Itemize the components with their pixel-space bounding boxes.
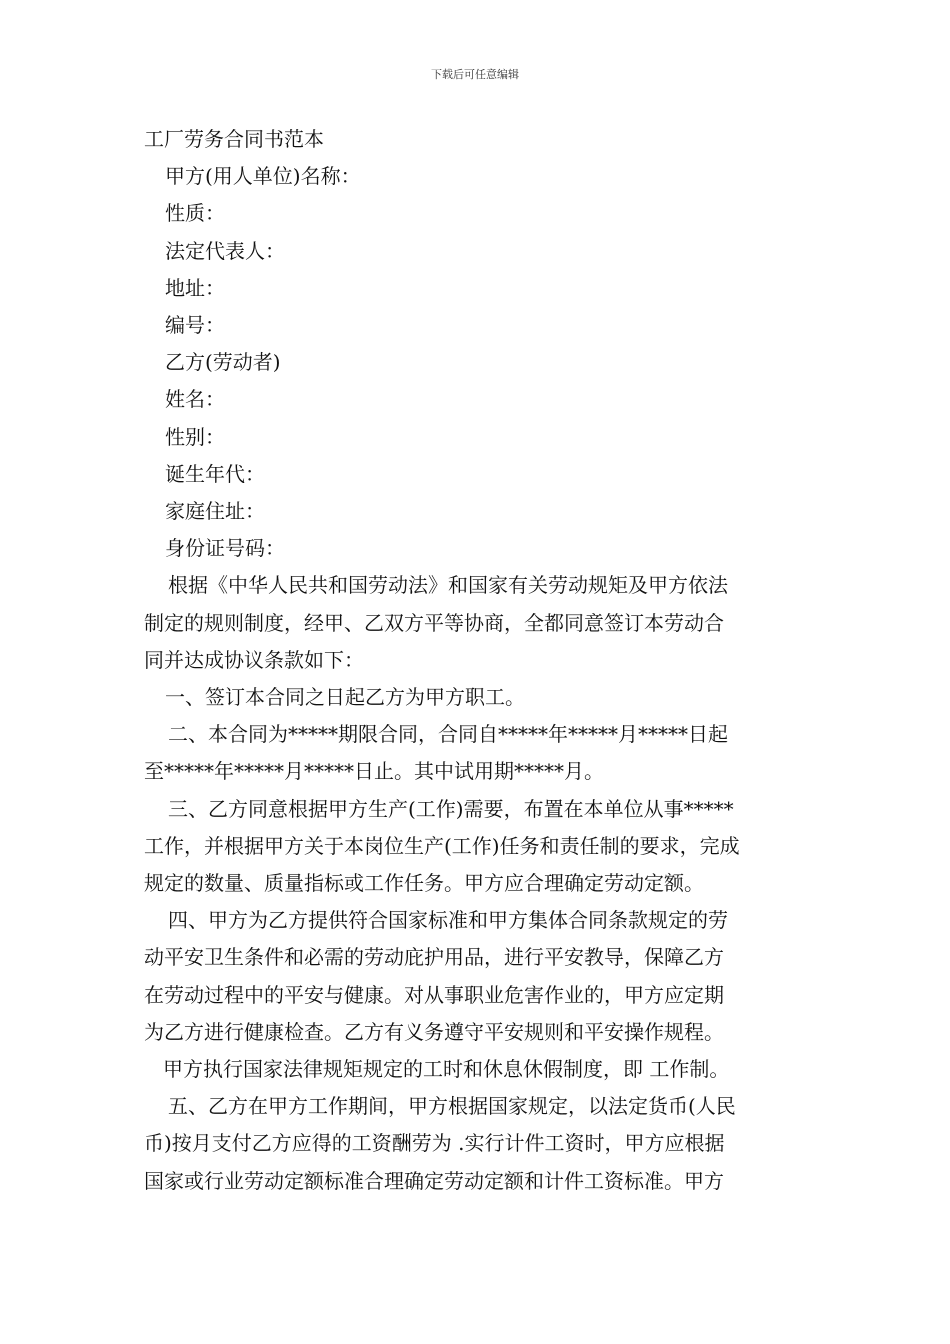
field-nature: 性质： — [165, 201, 225, 226]
paragraph-line: 二、本合同为*****期限合同，合同自*****年*****月*****日起 — [168, 722, 728, 747]
field-gender: 性别： — [165, 424, 225, 449]
field-id-number: 身份证号码： — [165, 536, 285, 561]
paragraph-line: 三、乙方同意根据甲方生产(工作)需要，布置在本单位从事***** — [168, 796, 734, 821]
field-legal-rep: 法定代表人： — [165, 238, 285, 263]
document-title: 工厂劳务合同书范本 — [144, 127, 324, 151]
paragraph-line: 为乙方进行健康检查。乙方有义务遵守平安规则和平安操作规程。 — [144, 1019, 724, 1044]
field-birth-year: 诞生年代： — [165, 461, 265, 486]
paragraph-line: 四、甲方为乙方提供符合国家标准和甲方集体合同条款规定的劳 — [168, 908, 728, 933]
field-name: 姓名： — [165, 387, 225, 412]
paragraph-line: 制定的规则制度，经甲、乙双方平等协商，全都同意签订本劳动合 — [144, 610, 724, 635]
paragraph-line: 至*****年*****月*****日止。其中试用期*****月。 — [144, 759, 604, 784]
field-address: 地址： — [165, 275, 225, 300]
clause-3 — [144, 791, 810, 903]
paragraph-line: 工作，并根据甲方关于本岗位生产(工作)任务和责任制的要求，完成 — [144, 833, 740, 858]
paragraph-line: 国家或行业劳动定额标准合理确定劳动定额和计件工资标准。甲方 — [144, 1168, 724, 1193]
paragraph-line: 规定的数量、质量指标或工作任务。甲方应合理确定劳动定额。 — [144, 871, 704, 896]
paragraph-line: 根据《中华人民共和国劳动法》和国家有关劳动规矩及甲方依法 — [168, 573, 728, 598]
paragraph-line: 同并达成协议条款如下： — [144, 647, 364, 672]
header-note: 下载后可任意编辑 — [431, 68, 519, 81]
paragraph-line: 动平安卫生条件和必需的劳动庇护用品，进行平安教导，保障乙方 — [144, 945, 724, 970]
field-party-a-name: 甲方(用人单位)名称： — [165, 164, 361, 189]
document-body — [144, 121, 810, 1200]
paragraph-intro — [144, 567, 810, 679]
field-home-address: 家庭住址： — [165, 499, 265, 524]
paragraph-line: 五、乙方在甲方工作期间，甲方根据国家规定，以法定货币(人民 — [168, 1094, 736, 1119]
worktime-paragraph: 甲方执行国家法律规矩规定的工时和休息休假制度，即 工作制。 — [163, 1057, 730, 1082]
field-party-b: 乙方(劳动者) — [165, 350, 281, 375]
clause-2 — [144, 716, 810, 790]
clause-4 — [144, 902, 810, 1051]
clause-5 — [144, 1088, 810, 1200]
field-number: 编号： — [165, 313, 225, 338]
paragraph-line: 币)按月支付乙方应得的工资酬劳为 .实行计件工资时，甲方应根据 — [144, 1131, 725, 1156]
paragraph-line: 在劳动过程中的平安与健康。对从事职业危害作业的，甲方应定期 — [144, 982, 724, 1007]
clause-1: 一、签订本合同之日起乙方为甲方职工。 — [165, 685, 525, 710]
